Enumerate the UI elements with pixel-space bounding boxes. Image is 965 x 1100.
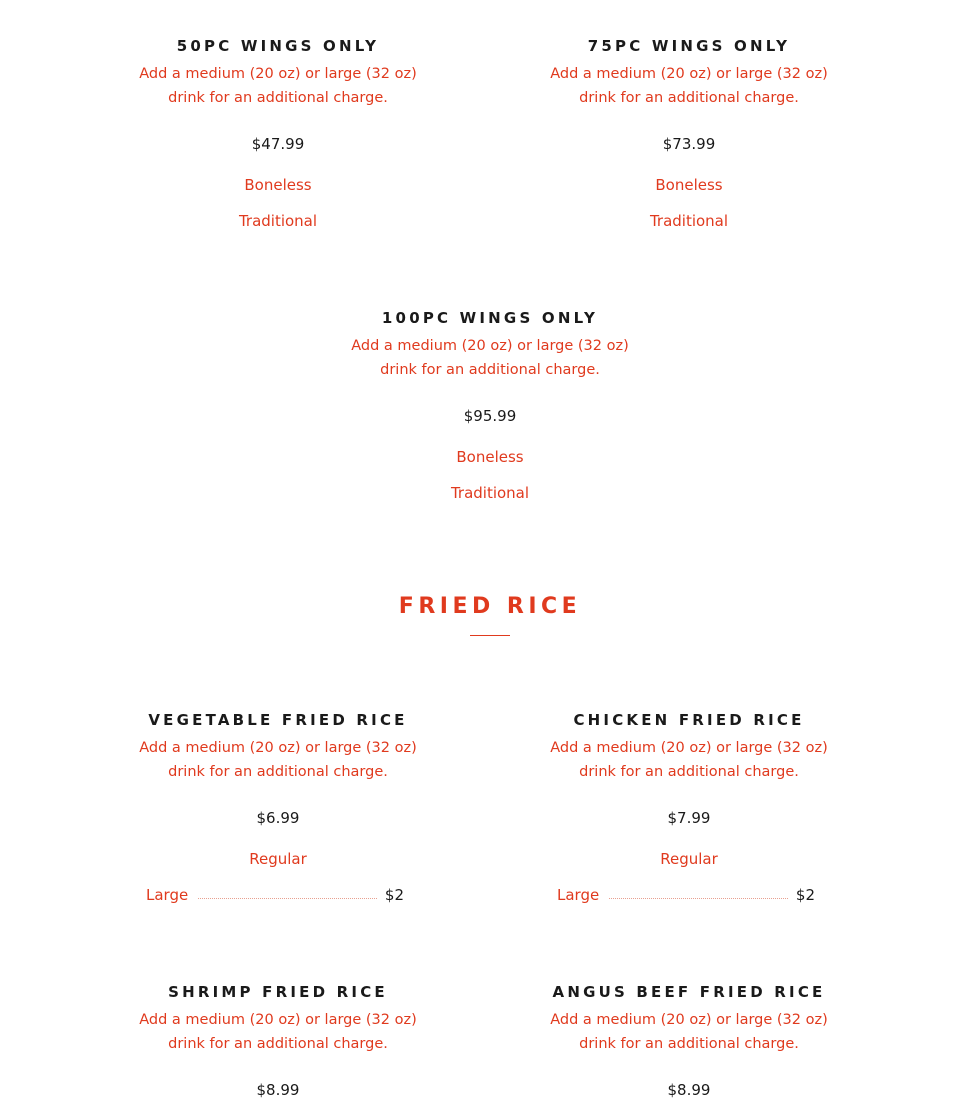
item-price: $7.99	[667, 809, 711, 827]
option-boneless[interactable]: Boneless	[655, 176, 723, 194]
size-price: $2	[795, 886, 815, 904]
item-price: $8.99	[256, 1081, 300, 1099]
item-title: 75PC WINGS ONLY	[587, 37, 791, 55]
item-price: $47.99	[251, 135, 305, 153]
item-description: Add a medium (20 oz) or large (32 oz) drink for an additional charge.	[550, 66, 828, 106]
item-description: Add a medium (20 oz) or large (32 oz) drink for an additional charge.	[550, 1012, 828, 1052]
item-description: Add a medium (20 oz) or large (32 oz) drink for an additional charge.	[351, 338, 629, 378]
section-divider	[470, 635, 510, 636]
size-label: Large	[146, 886, 189, 904]
option-large[interactable]	[557, 885, 815, 905]
option-regular[interactable]: Regular	[249, 850, 307, 868]
option-boneless[interactable]: Boneless	[244, 176, 312, 194]
item-title: SHRIMP FRIED RICE	[168, 983, 388, 1001]
item-price: $95.99	[463, 407, 517, 425]
size-label: Large	[557, 886, 600, 904]
item-price: $6.99	[256, 809, 300, 827]
item-title: VEGETABLE FRIED RICE	[148, 711, 408, 729]
size-price: $2	[384, 886, 404, 904]
item-price: $8.99	[667, 1081, 711, 1099]
option-large[interactable]	[146, 885, 404, 905]
dot-leader	[198, 885, 377, 899]
item-title: CHICKEN FRIED RICE	[573, 711, 805, 729]
item-description: Add a medium (20 oz) or large (32 oz) drink for an additional charge.	[139, 740, 417, 780]
item-title: 100PC WINGS ONLY	[381, 309, 599, 327]
option-traditional[interactable]: Traditional	[649, 212, 729, 230]
item-description: Add a medium (20 oz) or large (32 oz) drink for an additional charge.	[139, 66, 417, 106]
option-regular[interactable]: Regular	[660, 850, 718, 868]
item-title: ANGUS BEEF FRIED RICE	[552, 983, 826, 1001]
section-heading-fried-rice: FRIED RICE	[398, 594, 582, 619]
dot-leader	[609, 885, 788, 899]
option-traditional[interactable]: Traditional	[238, 212, 318, 230]
item-description: Add a medium (20 oz) or large (32 oz) drink for an additional charge.	[550, 740, 828, 780]
item-title: 50PC WINGS ONLY	[176, 37, 380, 55]
option-traditional[interactable]: Traditional	[450, 484, 530, 502]
item-price: $73.99	[662, 135, 716, 153]
item-description: Add a medium (20 oz) or large (32 oz) drink for an additional charge.	[139, 1012, 417, 1052]
option-boneless[interactable]: Boneless	[456, 448, 524, 466]
